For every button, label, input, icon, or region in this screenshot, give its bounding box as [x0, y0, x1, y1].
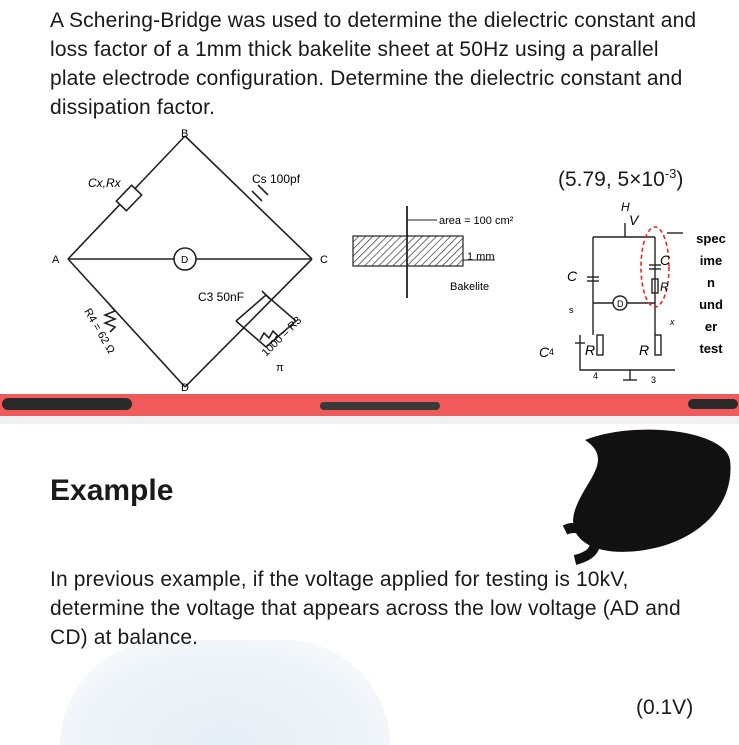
schering-bridge-diagram	[40, 125, 360, 395]
r3-pi-label: π	[276, 362, 284, 374]
cs-plate-2	[258, 185, 268, 195]
answer-main: (5.79, 5×10	[558, 168, 665, 191]
r4-label: R	[585, 342, 596, 358]
r4-label: R4 = 62 Ω	[81, 306, 117, 356]
x-subscript: x	[670, 317, 675, 327]
node-d-label: D	[181, 382, 189, 394]
c4-label: C	[539, 344, 550, 360]
redaction-scribble	[2, 398, 132, 410]
specimen-note	[696, 231, 726, 356]
rx-label: R	[660, 280, 669, 294]
node-c-label: C	[320, 254, 328, 266]
specimen-note-line: er	[704, 319, 718, 334]
problem-answer	[558, 166, 683, 192]
c3-label: C3 50nF	[198, 290, 245, 304]
r3-label: 1000 = R3	[259, 314, 305, 360]
area-label: area = 100 cm²	[439, 215, 514, 227]
cx-rx-label: Cx,Rx	[88, 176, 121, 190]
r4-resistor-symbol	[105, 305, 115, 332]
r3-subscript: 3	[651, 375, 657, 385]
detector-label: D	[181, 255, 189, 266]
node-a-label: A	[52, 254, 60, 266]
cs-subscript: s	[569, 305, 574, 315]
example-statement: In previous example, if the voltage applied for testing is 10kV, determine the voltage that appears across the low voltage (AD and CD) at balance.	[50, 568, 681, 649]
cs-label: C	[567, 268, 578, 284]
schering-circuit-diagram	[535, 195, 739, 395]
thickness-label: 1 mm	[467, 251, 495, 263]
r4-symbol	[597, 335, 603, 355]
specimen-note-line: test	[699, 341, 723, 356]
bakelite-sheet	[353, 236, 463, 266]
material-label: Bakelite	[450, 281, 490, 293]
r4-subscript: 4	[593, 371, 599, 381]
d-label: D	[617, 299, 624, 309]
answer-close: )	[676, 168, 684, 191]
bridge-arm-bc	[185, 136, 312, 259]
redaction-scribble	[320, 402, 440, 410]
redaction-scribble	[688, 399, 738, 409]
v-label: V	[629, 212, 639, 228]
example-answer: (0.1V)	[636, 696, 694, 719]
redaction-scribble-large	[555, 420, 739, 570]
r3-symbol	[655, 335, 661, 355]
cx-label: C	[660, 252, 671, 268]
bakelite-sample-diagram	[345, 200, 545, 305]
specimen-note-line: spec	[696, 231, 726, 246]
example-heading: Example	[50, 474, 174, 507]
cs-plate-1	[252, 191, 262, 201]
h-label: H	[621, 200, 630, 214]
specimen-note-line: ime	[699, 253, 723, 268]
answer-exponent: -3	[664, 166, 677, 181]
problem-statement: A Schering-Bridge was used to determine the dielectric constant and loss factor of a 1mm thick bakelite sheet at 50Hz using a parallel plate electrode configuration. Determine the dielectric constant and dissipation factor.	[50, 9, 697, 119]
c4-subscript: 4	[549, 347, 555, 357]
specimen-note-line: und	[699, 297, 723, 312]
watermark-globe	[60, 640, 390, 745]
cs-label: Cs 100pf	[252, 172, 301, 186]
node-b-label: B	[181, 128, 189, 140]
specimen-note-line: n	[707, 275, 715, 290]
bridge-arm-ad	[68, 259, 185, 387]
r3-label: R	[639, 342, 650, 358]
